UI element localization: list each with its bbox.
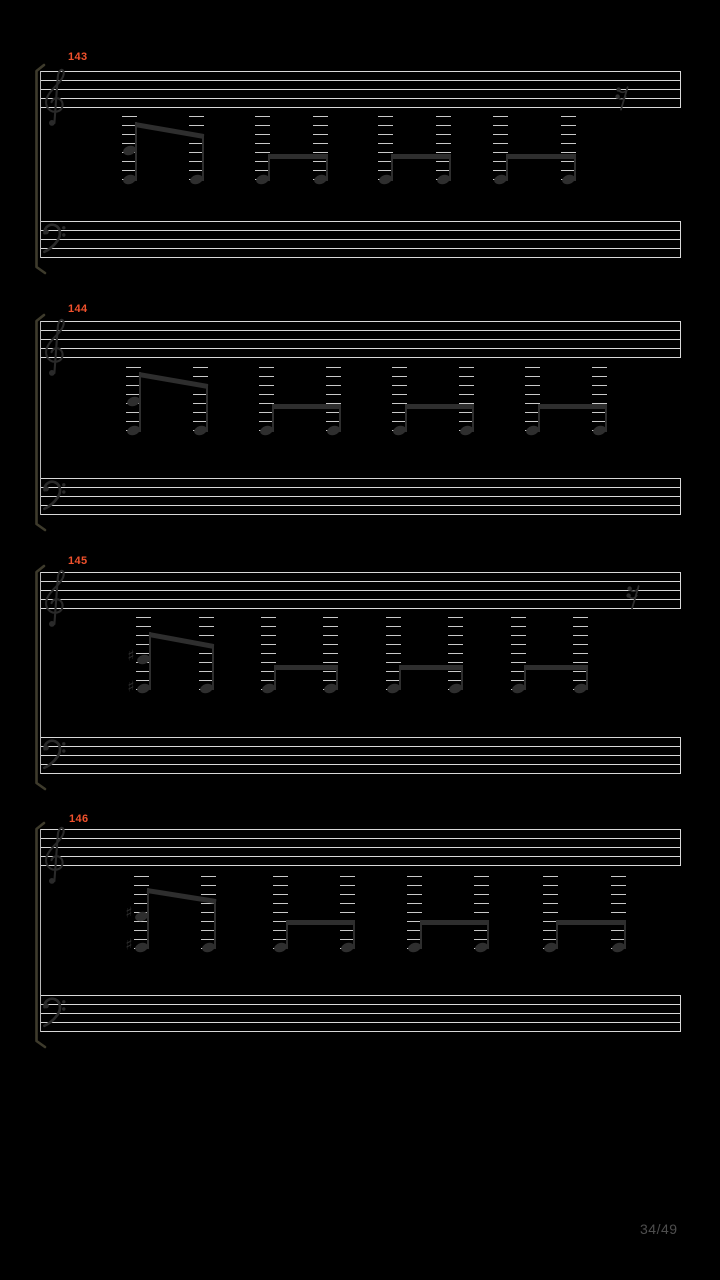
ledger-line bbox=[573, 635, 588, 636]
ledger-line bbox=[340, 876, 355, 877]
treble-clef-icon bbox=[42, 822, 66, 886]
treble-staff-line bbox=[40, 608, 681, 609]
ledger-line bbox=[592, 367, 607, 368]
ledger-line bbox=[525, 376, 540, 377]
ledger-line bbox=[255, 125, 270, 126]
end-barline bbox=[680, 737, 681, 774]
ledger-line bbox=[201, 885, 216, 886]
bass-staff-line bbox=[40, 505, 681, 506]
ledger-line bbox=[323, 617, 338, 618]
bass-staff-line bbox=[40, 221, 681, 222]
ledger-line bbox=[407, 885, 422, 886]
bass-clef-curve bbox=[44, 225, 60, 252]
ledger-line bbox=[511, 626, 526, 627]
bass-staff-line bbox=[40, 737, 681, 738]
note-stem bbox=[206, 384, 208, 432]
treble-clef-curve bbox=[46, 320, 64, 373]
treble-staff-line bbox=[40, 856, 681, 857]
treble-staff-line bbox=[40, 348, 681, 349]
ledger-line bbox=[573, 653, 588, 654]
bass-staff-line bbox=[40, 746, 681, 747]
ledger-line bbox=[543, 885, 558, 886]
ledger-line bbox=[386, 617, 401, 618]
ledger-line bbox=[511, 635, 526, 636]
note-stem bbox=[214, 899, 216, 949]
ledger-line bbox=[259, 367, 274, 368]
ledger-line bbox=[378, 134, 393, 135]
ledger-line bbox=[193, 367, 208, 368]
ledger-line bbox=[592, 376, 607, 377]
bass-staff-line bbox=[40, 773, 681, 774]
ledger-line bbox=[511, 653, 526, 654]
end-barline bbox=[680, 572, 681, 609]
end-barline bbox=[680, 71, 681, 108]
ledger-line bbox=[436, 143, 451, 144]
ledger-line bbox=[386, 635, 401, 636]
ledger-line bbox=[543, 876, 558, 877]
ledger-line bbox=[199, 626, 214, 627]
sharp-accidental-icon: ♯ bbox=[125, 935, 133, 954]
ledger-line bbox=[378, 116, 393, 117]
bass-staff-line bbox=[40, 1022, 681, 1023]
ledger-line bbox=[386, 626, 401, 627]
beam bbox=[286, 920, 355, 925]
sharp-accidental-icon: ♯ bbox=[127, 677, 135, 696]
page-indicator: 34/49 bbox=[640, 1221, 678, 1237]
ledger-line bbox=[261, 635, 276, 636]
ledger-line bbox=[340, 885, 355, 886]
beam bbox=[274, 665, 338, 670]
ledger-line bbox=[525, 394, 540, 395]
ledger-line bbox=[136, 617, 151, 618]
beam bbox=[524, 665, 588, 670]
ledger-line bbox=[326, 367, 341, 368]
ledger-line bbox=[474, 876, 489, 877]
measure-144-region[interactable] bbox=[0, 301, 720, 534]
measure-number: 146 bbox=[69, 813, 89, 825]
beam bbox=[556, 920, 626, 925]
treble-clef-curve bbox=[46, 571, 64, 624]
bass-staff-line bbox=[40, 257, 681, 258]
treble-clef-icon bbox=[42, 64, 66, 128]
ledger-line bbox=[573, 626, 588, 627]
bass-staff-line bbox=[40, 755, 681, 756]
end-barline bbox=[680, 995, 681, 1032]
treble-staff-line bbox=[40, 838, 681, 839]
ledger-line bbox=[561, 134, 576, 135]
ledger-line bbox=[436, 116, 451, 117]
ledger-line bbox=[323, 653, 338, 654]
ledger-line bbox=[273, 885, 288, 886]
treble-staff-line bbox=[40, 339, 681, 340]
ledger-line bbox=[407, 894, 422, 895]
treble-staff-line bbox=[40, 847, 681, 848]
ledger-line bbox=[386, 653, 401, 654]
ledger-line bbox=[392, 394, 407, 395]
ledger-line bbox=[134, 876, 149, 877]
ledger-line bbox=[255, 143, 270, 144]
ledger-line bbox=[273, 876, 288, 877]
measure-number: 143 bbox=[68, 51, 88, 63]
sixteenth-rest-icon bbox=[627, 584, 641, 610]
ledger-line bbox=[543, 903, 558, 904]
ledger-line bbox=[459, 394, 474, 395]
beam bbox=[268, 154, 328, 159]
note-stem bbox=[202, 134, 204, 181]
ledger-line bbox=[340, 912, 355, 913]
treble-staff-line bbox=[40, 865, 681, 866]
ledger-line bbox=[573, 662, 588, 663]
bass-staff-line bbox=[40, 248, 681, 249]
ledger-line bbox=[611, 903, 626, 904]
ledger-line bbox=[255, 134, 270, 135]
ledger-line bbox=[273, 903, 288, 904]
note-stem bbox=[147, 888, 149, 949]
ledger-line bbox=[340, 894, 355, 895]
ledger-line bbox=[592, 385, 607, 386]
ledger-line bbox=[511, 662, 526, 663]
ledger-line bbox=[378, 125, 393, 126]
bass-clef-icon bbox=[42, 738, 68, 776]
measure-143-region[interactable] bbox=[0, 51, 720, 277]
ledger-line bbox=[259, 394, 274, 395]
treble-staff-line bbox=[40, 98, 681, 99]
bass-staff-line bbox=[40, 478, 681, 479]
ledger-line bbox=[474, 885, 489, 886]
ledger-line bbox=[193, 376, 208, 377]
ledger-line bbox=[313, 116, 328, 117]
ledger-line bbox=[448, 653, 463, 654]
ledger-line bbox=[259, 376, 274, 377]
beam bbox=[405, 404, 474, 409]
note-stem bbox=[149, 632, 151, 690]
treble-staff-line bbox=[40, 590, 681, 591]
ledger-line bbox=[313, 134, 328, 135]
ledger-line bbox=[525, 367, 540, 368]
treble-clef-icon bbox=[42, 565, 66, 629]
treble-staff-line bbox=[40, 599, 681, 600]
beam bbox=[420, 920, 489, 925]
ledger-line bbox=[474, 912, 489, 913]
measure-145-region[interactable] bbox=[0, 552, 720, 793]
sharp-accidental-icon: ♯ bbox=[125, 903, 133, 922]
ledger-line bbox=[392, 376, 407, 377]
ledger-line bbox=[261, 626, 276, 627]
bass-staff-line bbox=[40, 487, 681, 488]
ledger-line bbox=[448, 662, 463, 663]
bass-staff-line bbox=[40, 230, 681, 231]
ledger-line bbox=[493, 125, 508, 126]
ledger-line bbox=[134, 885, 149, 886]
bass-staff-line bbox=[40, 1004, 681, 1005]
beam bbox=[272, 404, 341, 409]
end-barline bbox=[680, 478, 681, 515]
ledger-line bbox=[407, 912, 422, 913]
treble-staff-line bbox=[40, 80, 681, 81]
ledger-line bbox=[189, 116, 204, 117]
ledger-line bbox=[199, 635, 214, 636]
ledger-line bbox=[436, 134, 451, 135]
bass-clef-curve bbox=[44, 999, 60, 1026]
end-barline bbox=[680, 829, 681, 866]
treble-clef-curve bbox=[46, 70, 64, 123]
note-stem bbox=[212, 644, 214, 690]
ledger-line bbox=[201, 876, 216, 877]
ledger-line bbox=[493, 116, 508, 117]
treble-staff-line bbox=[40, 321, 681, 322]
measure-number: 145 bbox=[68, 555, 88, 567]
ledger-line bbox=[561, 143, 576, 144]
ledger-line bbox=[261, 617, 276, 618]
ledger-line bbox=[448, 617, 463, 618]
ledger-line bbox=[611, 876, 626, 877]
ledger-line bbox=[386, 662, 401, 663]
bass-staff-line bbox=[40, 514, 681, 515]
bass-staff-line bbox=[40, 995, 681, 996]
ledger-line bbox=[511, 644, 526, 645]
bass-staff-line bbox=[40, 496, 681, 497]
ledger-line bbox=[459, 385, 474, 386]
ledger-line bbox=[255, 116, 270, 117]
ledger-line bbox=[459, 376, 474, 377]
beam bbox=[391, 154, 451, 159]
treble-staff-line bbox=[40, 581, 681, 582]
bass-clef-curve bbox=[44, 741, 60, 768]
treble-clef-curve bbox=[46, 828, 64, 881]
ledger-line bbox=[543, 894, 558, 895]
ledger-line bbox=[323, 662, 338, 663]
treble-staff-line bbox=[40, 357, 681, 358]
ledger-line bbox=[493, 134, 508, 135]
ledger-line bbox=[259, 385, 274, 386]
bass-clef-icon bbox=[42, 996, 68, 1034]
ledger-line bbox=[436, 125, 451, 126]
treble-clef-icon bbox=[42, 314, 66, 378]
ledger-line bbox=[448, 644, 463, 645]
ledger-line bbox=[136, 626, 151, 627]
bass-clef-curve bbox=[44, 482, 60, 509]
bass-staff-line bbox=[40, 1031, 681, 1032]
ledger-line bbox=[273, 912, 288, 913]
treble-staff-line bbox=[40, 330, 681, 331]
ledger-line bbox=[378, 143, 393, 144]
ledger-line bbox=[611, 885, 626, 886]
end-barline bbox=[680, 321, 681, 358]
sharp-accidental-icon: ♯ bbox=[127, 646, 135, 665]
beam bbox=[506, 154, 576, 159]
ledger-line bbox=[592, 394, 607, 395]
ledger-line bbox=[392, 385, 407, 386]
ledger-line bbox=[407, 903, 422, 904]
ledger-line bbox=[201, 894, 216, 895]
bass-staff-line bbox=[40, 764, 681, 765]
bass-clef-icon bbox=[42, 222, 68, 260]
ledger-line bbox=[326, 385, 341, 386]
ledger-line bbox=[261, 653, 276, 654]
measure-number: 144 bbox=[68, 303, 88, 315]
ledger-line bbox=[611, 912, 626, 913]
ledger-line bbox=[340, 903, 355, 904]
treble-staff-line bbox=[40, 829, 681, 830]
ledger-line bbox=[199, 617, 214, 618]
ledger-line bbox=[561, 125, 576, 126]
ledger-line bbox=[273, 894, 288, 895]
ledger-line bbox=[386, 644, 401, 645]
treble-staff-line bbox=[40, 71, 681, 72]
bass-clef-icon bbox=[42, 479, 68, 517]
ledger-line bbox=[573, 617, 588, 618]
ledger-line bbox=[323, 635, 338, 636]
ledger-line bbox=[525, 385, 540, 386]
treble-staff-line bbox=[40, 89, 681, 90]
sixteenth-rest-icon bbox=[616, 85, 630, 111]
ledger-line bbox=[392, 367, 407, 368]
ledger-line bbox=[448, 626, 463, 627]
beam bbox=[538, 404, 607, 409]
ledger-line bbox=[511, 617, 526, 618]
ledger-line bbox=[313, 143, 328, 144]
ledger-line bbox=[326, 394, 341, 395]
ledger-line bbox=[543, 912, 558, 913]
ledger-line bbox=[448, 635, 463, 636]
ledger-line bbox=[122, 116, 137, 117]
ledger-line bbox=[261, 662, 276, 663]
ledger-line bbox=[189, 125, 204, 126]
ledger-line bbox=[474, 894, 489, 895]
bass-staff-line bbox=[40, 1013, 681, 1014]
ledger-line bbox=[313, 125, 328, 126]
bass-staff-line bbox=[40, 239, 681, 240]
ledger-line bbox=[474, 903, 489, 904]
ledger-line bbox=[573, 644, 588, 645]
ledger-line bbox=[326, 376, 341, 377]
treble-staff-line bbox=[40, 107, 681, 108]
ledger-line bbox=[323, 626, 338, 627]
ledger-line bbox=[407, 876, 422, 877]
ledger-line bbox=[493, 143, 508, 144]
beam bbox=[399, 665, 463, 670]
ledger-line bbox=[261, 644, 276, 645]
ledger-line bbox=[611, 894, 626, 895]
ledger-line bbox=[323, 644, 338, 645]
treble-staff-line bbox=[40, 572, 681, 573]
ledger-line bbox=[561, 116, 576, 117]
ledger-line bbox=[126, 367, 141, 368]
end-barline bbox=[680, 221, 681, 258]
ledger-line bbox=[459, 367, 474, 368]
